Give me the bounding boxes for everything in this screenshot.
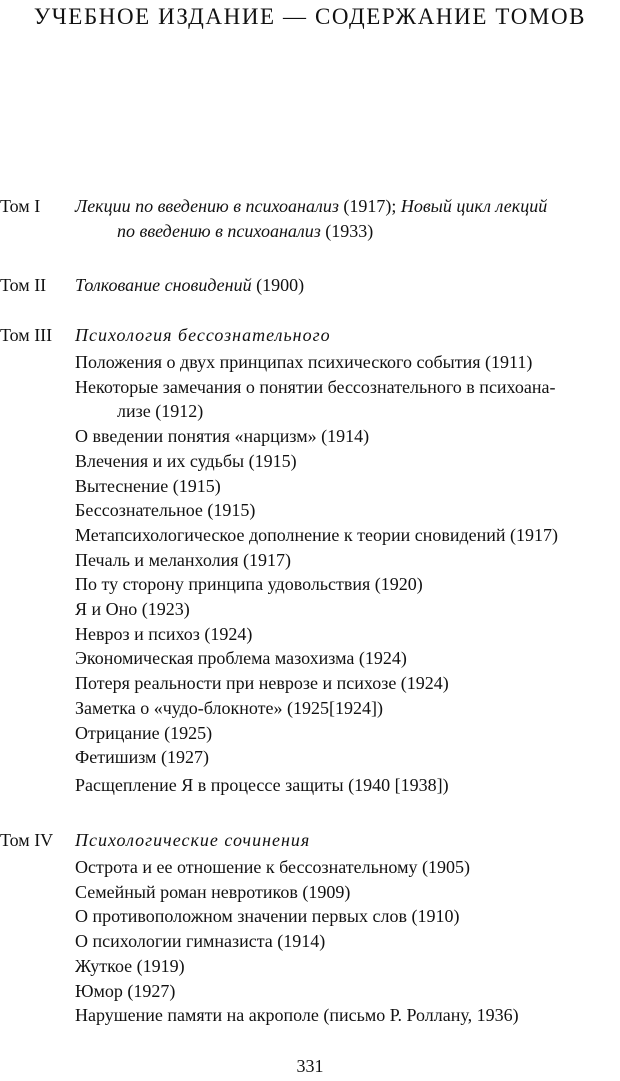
- toc-entry-text: О психологии гимназиста (1914): [75, 931, 326, 952]
- volume-title-part: Толкование сновидений: [75, 275, 252, 295]
- volume-title-part: (1900): [251, 275, 305, 295]
- toc-entry: [75, 622, 620, 647]
- toc-entry: [75, 350, 620, 375]
- toc-entry: [75, 954, 620, 979]
- toc-entry-text: О противоположном значении первых слов (1910): [75, 906, 460, 927]
- volume-title-part: Новый цикл лекций: [400, 196, 548, 216]
- toc-entry-text: Влечения и их судьбы (1915): [75, 450, 297, 471]
- volume-title-continuation: [117, 221, 373, 242]
- toc-entry: [75, 1003, 620, 1028]
- toc-entry-text: Отрицание (1925): [75, 722, 213, 743]
- toc-entry: [75, 929, 620, 954]
- volume-title: [75, 275, 304, 296]
- page-number: 331: [296, 1056, 324, 1076]
- toc-entry-text: Метапсихологическое дополнение к теории сновидений (1917): [75, 524, 559, 545]
- volume-entries: [75, 855, 620, 1028]
- running-head: УЧЕБНОЕ ИЗДАНИЕ — СОДЕРЖАНИЕ ТОМОВ: [33, 4, 587, 29]
- toc-entry-text: Острота и ее отношение к бессознательному (1905): [75, 857, 470, 877]
- toc-entry-text: Юмор (1927): [75, 980, 176, 1001]
- toc-entry: [75, 773, 620, 798]
- volume-title: [75, 196, 547, 217]
- volume-label: Том III: [0, 325, 53, 345]
- toc-entry-text: По ту сторону принципа удовольствия (1920): [75, 574, 423, 595]
- volume-title-part: (1917);: [338, 196, 401, 216]
- volume-title: Психология бессознательного: [75, 325, 331, 345]
- toc-entry-text: Печаль и меланхолия (1917): [75, 549, 292, 570]
- toc-entry-text: Вытеснение (1915): [75, 475, 221, 496]
- volume-title-part: Лекции по введению в психоанализ: [75, 196, 339, 216]
- toc-entry-text: Некоторые замечания о понятии бессознательного в психоана-: [75, 376, 556, 397]
- volume-label: Том II: [0, 275, 47, 295]
- toc-entry: [75, 375, 620, 424]
- volume-label: Том I: [0, 196, 41, 216]
- toc-entry-text: Положения о двух принципах психического события (1911): [75, 352, 533, 372]
- toc-entry: [75, 523, 620, 548]
- toc-entry: [75, 721, 620, 746]
- toc-entry: [75, 671, 620, 696]
- toc-entry-text: Заметка о «чудо-блокноте» (1925[1924]): [75, 697, 383, 718]
- toc-entry: [75, 904, 620, 929]
- toc-entry-text: Потеря реальности при неврозе и психозе (1924): [75, 673, 449, 694]
- toc-entry-text: О введении понятия «нарцизм» (1914): [75, 426, 370, 447]
- toc-entry: [75, 572, 620, 597]
- volume-label: Том IV: [0, 830, 54, 850]
- toc-entry-text: Экономическая проблема мазохизма (1924): [75, 648, 407, 669]
- volume-title-part: (1933): [320, 221, 374, 241]
- toc-entry: [75, 548, 620, 573]
- volume-entries: [75, 350, 620, 798]
- toc-entry-text: Бессознательное (1915): [75, 500, 256, 521]
- toc-entry: [75, 424, 620, 449]
- toc-entry: [75, 597, 620, 622]
- toc-entry: [75, 979, 620, 1004]
- toc-entry-continuation: лизе (1912): [117, 401, 204, 422]
- volume-title-part: по введению в психоанализ: [117, 221, 321, 241]
- toc-entry-text: Я и Оно (1923): [75, 599, 190, 620]
- toc-entry: [75, 745, 620, 770]
- toc-entry-text: Расщепление Я в процессе защиты (1940 [1938]): [75, 774, 449, 795]
- volume-title: Психологические сочинения: [75, 830, 311, 850]
- toc-entry-text: Невроз и психоз (1924): [75, 623, 253, 644]
- toc-entry-text: Нарушение памяти на акрополе (письмо Р. Роллану, 1936): [75, 1005, 519, 1026]
- toc-entry: [75, 474, 620, 499]
- toc-entry-text: Семейный роман невротиков (1909): [75, 881, 351, 902]
- toc-entry-text: Фетишизм (1927): [75, 747, 209, 768]
- toc-entry-text: Жуткое (1919): [75, 955, 185, 976]
- toc-entry: [75, 498, 620, 523]
- toc-entry: [75, 646, 620, 671]
- toc-entry: [75, 696, 620, 721]
- toc-entry: [75, 855, 620, 880]
- toc-entry: [75, 880, 620, 905]
- toc-entry: [75, 449, 620, 474]
